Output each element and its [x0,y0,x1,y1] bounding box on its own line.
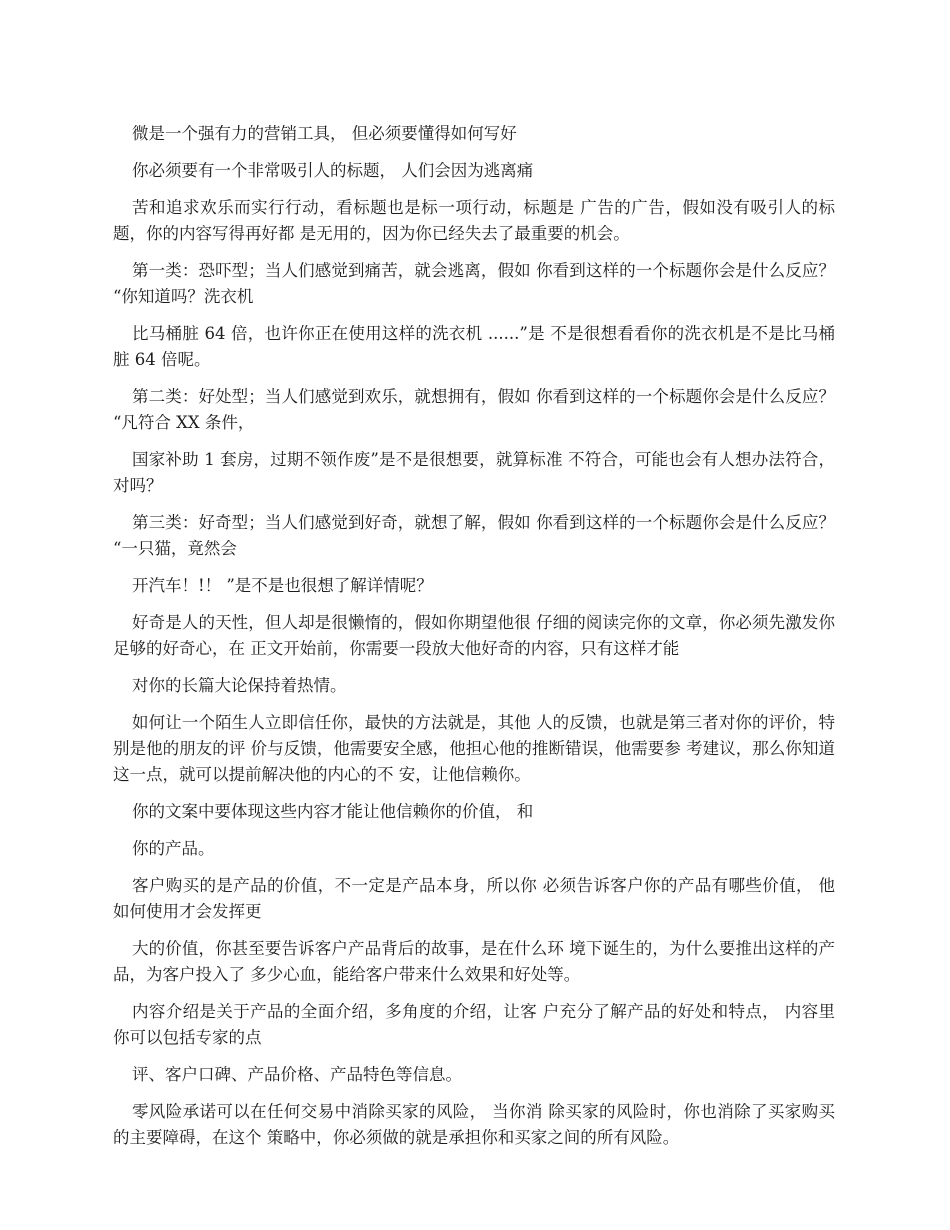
paragraph: 第三类：好奇型；当人们感觉到好奇，就想了解，假如 你看到这样的一个标题你会是什么反应？ “一只猫，竟然会 [113,513,835,558]
paragraph: 第二类：好处型；当人们感觉到欢乐，就想拥有，假如 你看到这样的一个标题你会是什么反应？ “凡符合 XX 条件， [113,387,835,432]
paragraph: 客户购买的是产品的价值，不一定是产品本身，所以你 必须告诉客户你的产品有哪些价值， 他如何使用才会发挥更 [113,876,835,921]
paragraph: 大的价值，你甚至要告诉客户产品背后的故事，是在什么环 境下诞生的，为什么要推出这样的产品，为客户投入了 多少心血，能给客户带来什么效果和好处等。 [113,939,835,984]
paragraph: 苦和追求欢乐而实行行动，看标题也是标一项行动，标题是 广告的广告，假如没有吸引人的标题，你的内容写得再好都 是无用的，因为你已经失去了最重要的机会。 [113,198,835,243]
paragraph: 内容介绍是关于产品的全面介绍，多角度的介绍，让客 户充分了解产品的好处和特点， 内容里你可以包括专家的点 [113,1002,835,1047]
paragraph: 如何让一个陌生人立即信任你，最快的方法就是，其他 人的反馈，也就是第三者对你的评价，特别是他的朋友的评 价与反馈，他需要安全感，他担心他的推断错误，他需要参 考建议，那么你知道这一点，就可以提前解决他的内心的不 安，让他信赖你。 [113,713,835,784]
paragraph: 第一类：恐吓型；当人们感觉到痛苦，就会逃离，假如 你看到这样的一个标题你会是什么反应？ “你知道吗？洗衣机 [113,261,835,306]
paragraph: 国家补助 1 套房，过期不领作废”是不是很想要，就算标准 不符合，可能也会有人想办法符合，对吗？ [113,450,835,495]
paragraph: 好奇是人的天性，但人却是很懒惰的，假如你期望他很 仔细的阅读完你的文章，你必须先激发你足够的好奇心，在 正文开始前，你需要一段放大他好奇的内容，只有这样才能 [113,613,835,658]
paragraph: 你必须要有一个非常吸引人的标题， 人们会因为逃离痛 [132,161,534,180]
document-body [113,121,835,1162]
paragraph: 比马桶脏 64 倍，也许你正在使用这样的洗衣机 ......”是 不是很想看看你的洗衣机是不是比马桶脏 64 倍呢。 [113,324,835,369]
paragraph: 零风险承诺可以在任何交易中消除买家的风险， 当你消 除买家的风险时，你也消除了买家购买的主要障碍，在这个 策略中，你必须做的就是承担你和买家之间的所有风险。 [113,1102,835,1147]
paragraph: 你的产品。 [132,839,215,858]
paragraph: 微是一个强有力的营销工具， 但必须要懂得如何写好 [132,124,517,143]
paragraph: 你的文案中要体现这些内容才能让他信赖你的价值， 和 [132,802,534,821]
paragraph: 评、客户口碑、产品价格、产品特色等信息。 [132,1065,462,1084]
paragraph: 开汽车！!！ ”是不是也很想了解详情呢？ [132,576,433,595]
paragraph: 对你的长篇大论保持着热情。 [132,676,347,695]
